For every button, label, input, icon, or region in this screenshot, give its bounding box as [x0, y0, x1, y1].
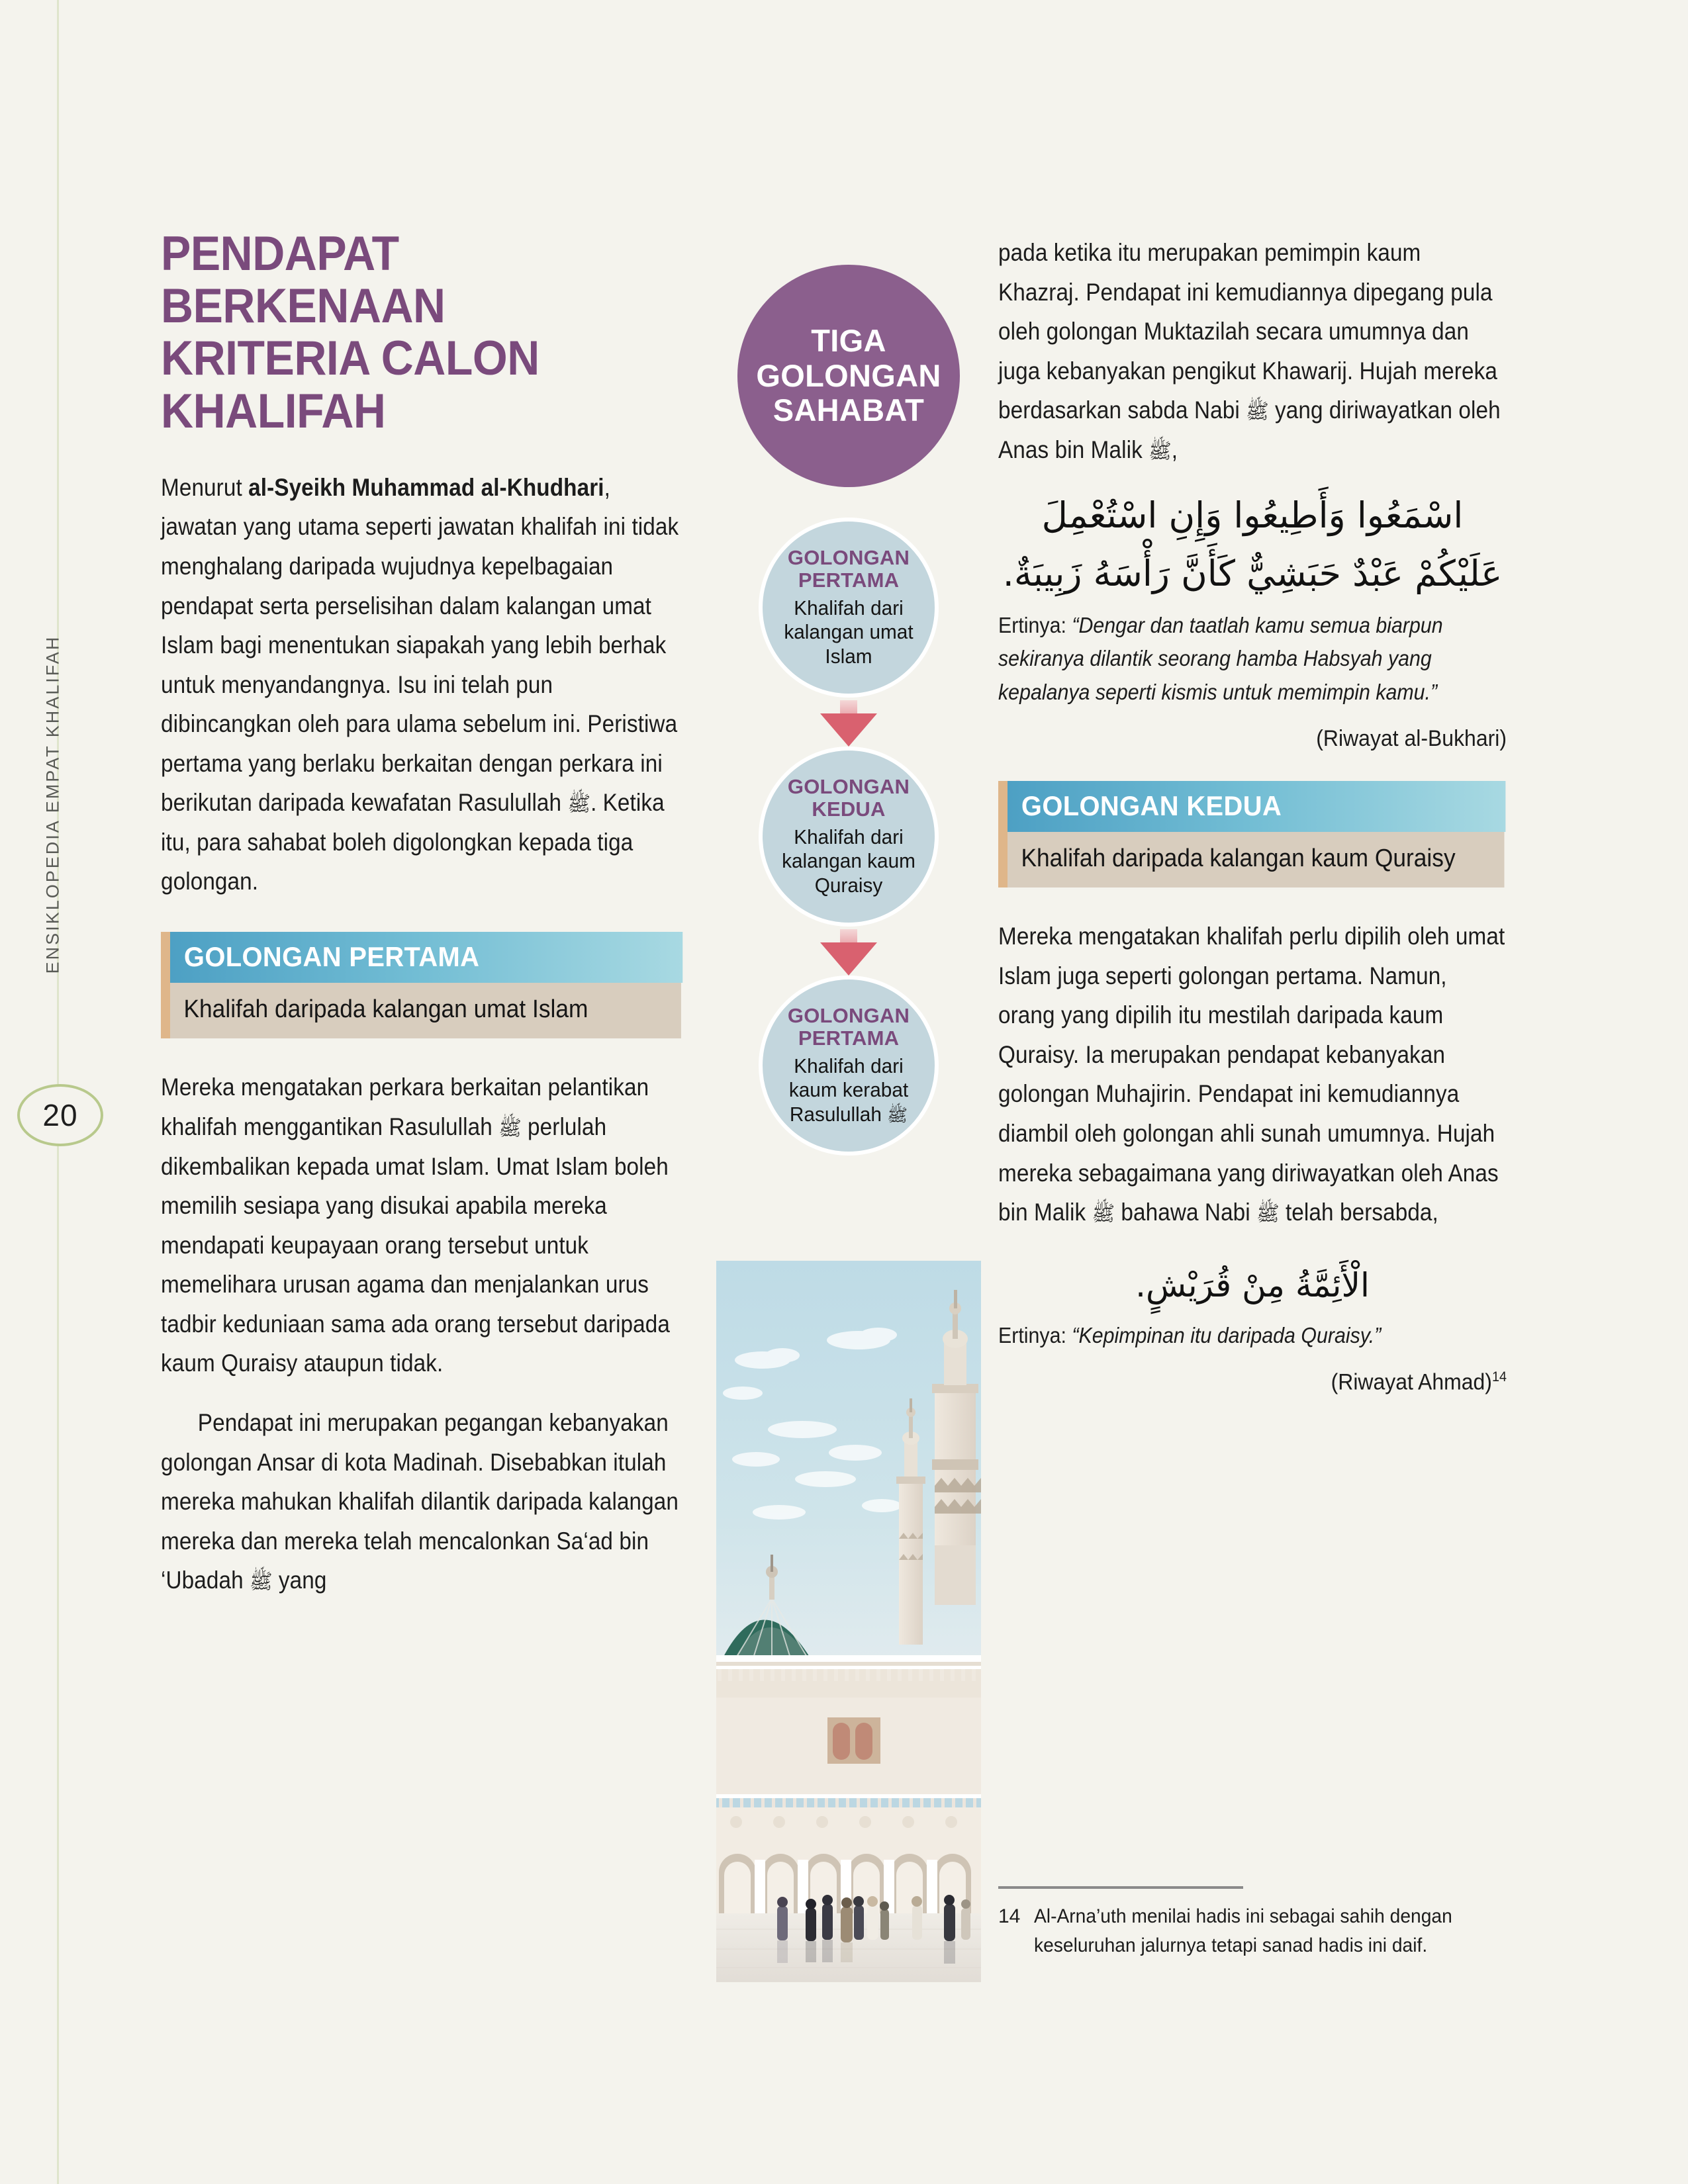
hadith-2-arabic: الْأَئِمَّةُ مِنْ قُرَيْشٍ.	[1135, 1265, 1370, 1304]
footnote-number: 14	[998, 1905, 1021, 1927]
section-subtitle: Khalifah daripada kalangan kaum Quraisy	[1008, 832, 1504, 887]
intro-lead: Menurut	[161, 473, 249, 501]
page-number-badge: 20	[17, 1084, 103, 1146]
diagram-node-1-body: Khalifah dari kalangan umat Islam	[784, 596, 914, 668]
ra-glyph: ﷺ	[1092, 1201, 1115, 1226]
ertinya-label: Ertinya:	[998, 613, 1072, 638]
book-title-vertical: ENSIKLOPEDIA EMPAT KHALIFAH	[42, 635, 63, 974]
left-column	[161, 228, 684, 1600]
middle-column-diagram	[716, 265, 981, 1156]
left-p2-a: Pendapat ini merupakan pegangan kebanyakan golongan Ansar di kota Madinah. Disebabkan itulah mereka mahukan khalifah dilantik daripada kalangan mereka dan mereka telah mencalonkan Sa‘ad bin ‘Ubadah	[161, 1408, 679, 1594]
section-golongan-pertama	[161, 932, 684, 1038]
diagram-node-1	[759, 518, 939, 698]
ra-glyph: ﷺ	[250, 1569, 273, 1594]
hadith-2-source-text: (Riwayat Ahmad)	[1331, 1369, 1492, 1395]
diagram-node-2	[759, 747, 939, 927]
left-paragraph-2	[161, 1403, 683, 1600]
diagram-node-3	[759, 976, 939, 1156]
diagram-node-2-body: Khalifah dari kalangan kaum Quraisy	[782, 825, 915, 897]
left-paragraph-1	[161, 1068, 683, 1383]
author-name: al-Syeikh Muhammad al-Khudhari	[248, 473, 604, 501]
hadith-1-arabic: اسْمَعُوا وَأَطِيعُوا وَإِنِ اسْتُعْمِلَ عَلَيْكُمْ عَبْدٌ حَبَشِيٌّ كَأَنَّ رَأْسَهُ زَبِيبَةٌ.	[1002, 494, 1503, 594]
ertinya-text: “Dengar dan taatlah kamu semua biarpun sekiranya dilantik seorang hamba Habsyah yang kepalanya seperti kismis untuk memimpin kamu.”	[998, 613, 1443, 704]
page-title: PENDAPAT BERKENAAN KRITERIA CALON KHALIFAH	[161, 227, 539, 438]
diagram-node-3-text: Khalifah dari kaum kerabat Rasulullah	[788, 1054, 909, 1126]
arrow-down-icon-2	[820, 929, 877, 973]
right-top-paragraph	[998, 233, 1506, 469]
right-top-a: pada ketika itu merupakan pemimpin kaum Khazraj. Pendapat ini kemudiannya dipegang pula oleh golongan Muktazilah secara umumnya dan juga kebanyakan pengikut Khawarij. Hujah mereka berdasarkan sabda Nabi	[998, 239, 1497, 424]
diagram-node-3-kicker: GOLONGAN PERTAMA	[787, 1004, 910, 1050]
footnote-marker: 14	[1491, 1369, 1507, 1385]
saw-glyph: ﷺ	[498, 1115, 522, 1140]
right-top-b: yang diriwayatkan oleh Anas bin Malik	[998, 396, 1501, 463]
intro-tail: . Ketika itu, para sahabat boleh digolongkan kepada tiga golongan.	[161, 789, 665, 895]
diagram-hub-label: TIGA GOLONGAN SAHABAT	[756, 323, 941, 428]
right-body-c: telah bersabda,	[1279, 1199, 1438, 1226]
section-title: GOLONGAN KEDUA	[1008, 781, 1505, 832]
right-column	[998, 233, 1507, 1395]
ertinya-label: Ertinya:	[998, 1322, 1072, 1347]
diagram-hub-circle	[737, 265, 960, 487]
hadith-1-translation	[998, 609, 1503, 708]
ra-glyph: ﷺ	[1149, 437, 1172, 463]
left-p2-b: yang	[272, 1567, 327, 1594]
hadith-2-translation	[998, 1319, 1503, 1352]
right-body-paragraph	[998, 917, 1506, 1232]
saw-glyph: ﷺ	[1246, 398, 1269, 424]
hadith-1-source: (Riwayat al-Bukhari)	[1316, 725, 1507, 751]
diagram-node-3-body	[776, 1054, 921, 1126]
intro-paragraph	[161, 468, 683, 901]
hadith-2-source	[1029, 1369, 1507, 1395]
section-subtitle: Khalifah daripada kalangan umat Islam	[170, 983, 681, 1038]
footnote-divider	[998, 1886, 1243, 1889]
footnote-text: Al-Arna’uth menilai hadis ini sebagai sahih dengan keseluruhan jalurnya tetapi sanad hadis ini daif.	[1034, 1905, 1452, 1956]
section-golongan-kedua	[998, 781, 1507, 887]
diagram-node-1-kicker: GOLONGAN PERTAMA	[787, 546, 910, 592]
diagram-node-2-kicker: GOLONGAN KEDUA	[787, 775, 910, 821]
right-body-a: Mereka mengatakan khalifah perlu dipilih oleh umat Islam juga seperti golongan pertama. Namun, orang yang dipilih itu mestilah daripada kaum Quraisy. Ia merupakan pendapat kebanyakan golongan Muhajirin. Pendapat ini kemudiannya diambil oleh golongan ahli sunah umumnya. Hujah mereka sebagaimana yang diriwayatkan oleh Anas bin Malik	[998, 923, 1505, 1226]
left-p1-a: Mereka mengatakan perkara berkaitan pelantikan khalifah menggantikan Rasulullah	[161, 1073, 649, 1140]
intro-rest: , jawatan yang utama seperti jawatan khalifah ini tidak menghalang daripada wujudnya kepelbagaian pendapat serta perselisihan dalam kalangan umat Islam bagi menentukan siapakah yang lebih berhak untuk menyandangnya. Isu ini telah pun dibincangkan oleh para ulama sebelum ini. Peristiwa pertama yang berlaku berkaitan dengan perkara ini berikutan daripada kewafatan Rasulullah	[161, 473, 679, 817]
section-title: GOLONGAN PERTAMA	[170, 932, 682, 983]
saw-glyph: ﷺ	[1256, 1201, 1280, 1226]
mosque-photo	[716, 1261, 981, 1982]
right-top-c: ,	[1171, 435, 1178, 463]
left-p1-b: perlulah dikembalikan kepada umat Islam. Umat Islam boleh memilih sesiapa yang disukai apabila mereka mendapati keupayaan orang tersebut untuk memelihara urusan agama dan menjalankan urus tadbir keduniaan sama ada orang tersebut daripada kaum Quraisy ataupun tidak.	[161, 1113, 670, 1377]
ertinya-text: “Kepimpinan itu daripada Quraisy.”	[1072, 1322, 1382, 1347]
right-body-b: bahawa Nabi	[1115, 1199, 1257, 1226]
saw-glyph: ﷺ	[887, 1105, 908, 1126]
footnote-block	[998, 1886, 1507, 1960]
arrow-down-icon-1	[820, 700, 877, 744]
saw-glyph: ﷺ	[567, 791, 591, 817]
footnote-item	[998, 1902, 1507, 1960]
